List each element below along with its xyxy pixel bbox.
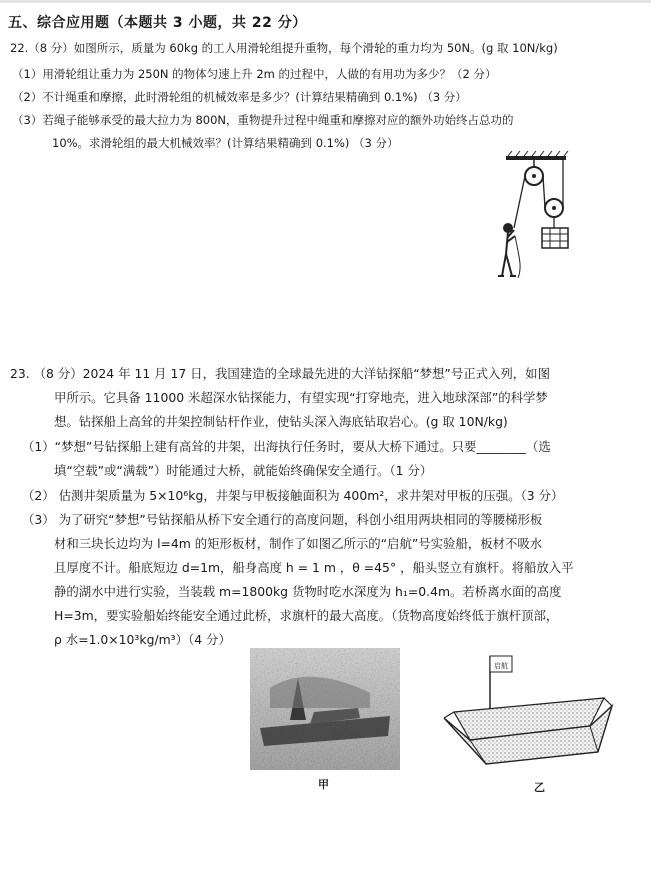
figure-yi-caption: 乙 — [534, 781, 545, 794]
q23-part-3-line-4: 静的湖水中进行实验，当装载 m=1800kg 货物时吃水深度为 h₁=0.4m。若桥离水面的高度 — [54, 584, 562, 599]
q23-part-3: （3） 为了研究“梦想”号钻探船从桥下安全通行的高度问题，科创小组用两块相同的等腰梯形板 — [22, 512, 543, 527]
q23-part-3-line-2: 材和三块长边均为 l=4m 的矩形板材，制作了如图乙所示的“启航”号实验船，板材不吸水 — [54, 536, 543, 551]
q23-part-1: （1）“梦想”号钻探船上建有高耸的井架，出海执行任务时，要从大桥下通过。只要________（选 — [22, 439, 551, 454]
section-title: 五、综合应用题（本题共 3 小题，共 22 分） — [8, 15, 307, 31]
q23-stem-line-1: 23. （8 分）2024 年 11 月 17 日，我国建造的全球最先进的大洋钻探船“梦想”号正式入列，如图 — [10, 366, 550, 381]
flag-label: 启航 — [494, 662, 508, 670]
q22-part-1: （1）用滑轮组让重力为 250N 的物体匀速上升 2m 的过程中，人做的有用功为多少？（2 分） — [12, 67, 497, 81]
drilling-ship-photo — [250, 648, 400, 770]
q23-stem-line-3: 想。钻探船上高耸的井架控制钻杆作业，使钻头深入海底钻取岩心。(g 取 10N/kg) — [54, 414, 508, 429]
figure-jia-caption: 甲 — [318, 778, 329, 791]
q23-part-1-cont: 填“空载”或“满载”）时能通过大桥，就能始终确保安全通行。（1 分） — [54, 463, 433, 478]
top-rule — [0, 0, 651, 3]
load-box — [542, 228, 568, 248]
pulley-system-figure — [488, 150, 584, 290]
q23-part-3-line-3: 且厚度不计。船底短边 d=1m，船身高度 h = 1 m ，θ =45° ，船头竖立有旗杆。将船放入平 — [54, 560, 574, 575]
q22-part-3: （3）若绳子能够承受的最大拉力为 800N，重物提升过程中绳重和摩擦对应的额外功始终占总功的 — [12, 113, 514, 127]
experimental-boat-figure — [440, 648, 618, 772]
q23-part-3-line-6: ρ 水=1.0×10³kg/m³）（4 分） — [54, 632, 231, 647]
q23-stem-line-2: 甲所示。它具备 11000 米超深水钻探能力，有望实现“打穿地壳，进入地球深部”的科学梦 — [54, 390, 548, 405]
ceiling-beam — [506, 156, 566, 160]
q22-part-3-cont: 10%。求滑轮组的最大机械效率？(计算结果精确到 0.1%) （3 分） — [52, 136, 399, 150]
q23-part-2: （2） 估测井架质量为 5×10⁶kg，井架与甲板接触面积为 400m²，求井架对甲板的压强。（3 分） — [22, 488, 564, 503]
q22-part-2: （2）不计绳重和摩擦，此时滑轮组的机械效率是多少？(计算结果精确到 0.1%) （3 分） — [12, 90, 467, 104]
q22-stem: 22.（8 分）如图所示，质量为 60kg 的工人用滑轮组提升重物，每个滑轮的重力均为 50N。(g 取 10N/kg) — [10, 41, 558, 55]
worker-figure — [498, 224, 516, 276]
q23-part-3-line-5: H=3m，要实验船始终能安全通过此桥，求旗杆的最大高度。（货物高度始终低于旗杆顶部， — [54, 608, 559, 623]
